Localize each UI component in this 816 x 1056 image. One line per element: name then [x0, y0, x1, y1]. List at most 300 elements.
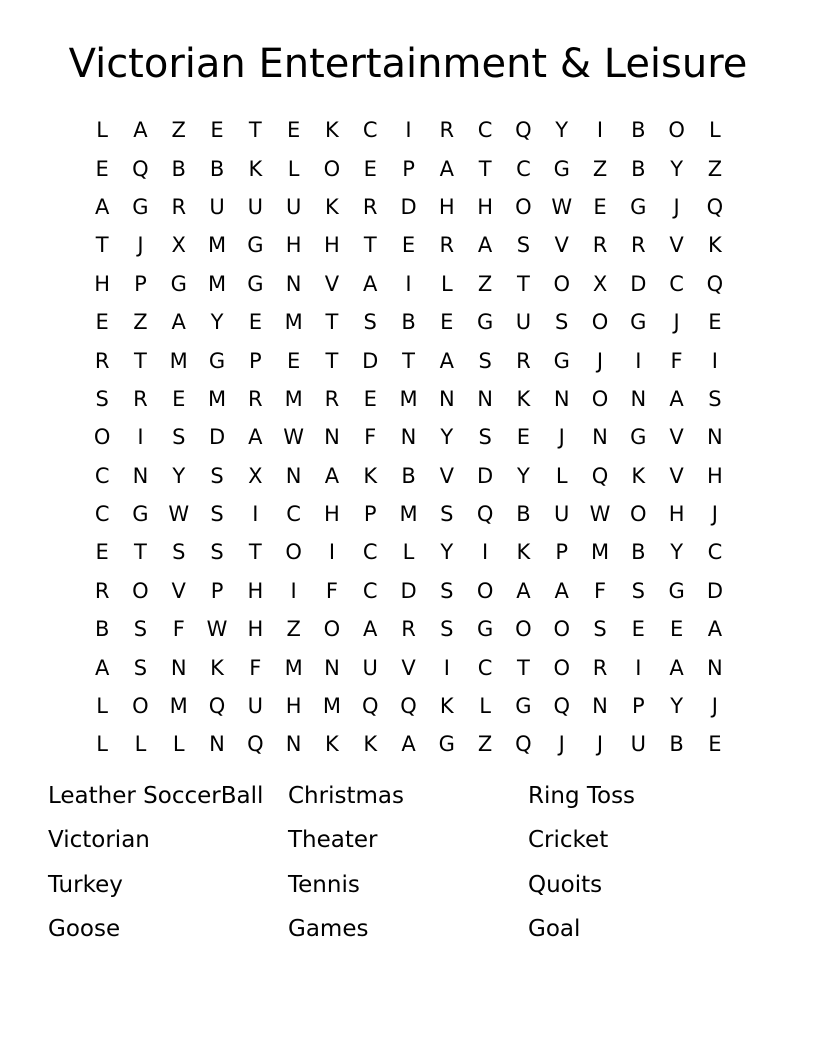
word-list-item: Ring Toss: [528, 783, 636, 809]
word-list-item: Goose: [48, 915, 121, 942]
grid-letter: N: [592, 425, 608, 450]
grid-letter: O: [553, 655, 570, 680]
grid-letter: A: [669, 655, 684, 680]
grid-letter: Z: [286, 617, 301, 642]
grid-letter: M: [399, 502, 418, 527]
grid-letter: Y: [670, 540, 684, 565]
grid-letter: X: [248, 463, 263, 488]
grid-letter: O: [591, 386, 609, 411]
grid-letter: S: [593, 617, 607, 642]
grid-letter: Z: [133, 310, 148, 335]
grid-letter: H: [707, 463, 723, 488]
grid-letter: D: [477, 463, 494, 488]
grid-letter: Y: [670, 156, 684, 181]
grid-letter: O: [323, 156, 341, 181]
grid-letter: U: [630, 732, 646, 757]
grid-letter: M: [207, 271, 227, 296]
grid-letter: C: [94, 502, 110, 527]
grid-letter: S: [133, 617, 148, 642]
grid-letter: N: [324, 425, 340, 450]
grid-letter: K: [363, 463, 378, 488]
grid-letter: Y: [555, 118, 569, 143]
grid-letter: U: [362, 655, 378, 680]
grid-letter: B: [631, 118, 646, 143]
grid-letter: J: [137, 233, 144, 258]
grid-letter: R: [171, 194, 187, 219]
grid-letter: G: [630, 425, 647, 450]
puzzle-title: Victorian Entertainment & Leisure: [68, 41, 748, 87]
grid-letter: S: [440, 578, 454, 603]
grid-letter: Z: [592, 156, 608, 181]
grid-letter: J: [673, 194, 680, 219]
grid-letter: C: [362, 578, 378, 603]
grid-letter: Q: [361, 694, 379, 719]
grid-letter: W: [551, 194, 573, 219]
grid-letter: E: [516, 425, 531, 450]
grid-letter: K: [325, 118, 339, 143]
grid-letter: N: [707, 425, 723, 450]
grid-letter: E: [95, 540, 109, 565]
grid-letter: N: [285, 271, 302, 296]
grid-letter: T: [134, 540, 147, 565]
grid-letter: P: [210, 578, 224, 603]
grid-letter: L: [555, 463, 568, 488]
grid-letter: T: [95, 233, 109, 258]
grid-letter: V: [171, 578, 186, 603]
grid-letter: X: [171, 233, 186, 258]
grid-letter: I: [635, 348, 642, 373]
grid-letter: S: [210, 540, 224, 565]
grid-letter: M: [399, 386, 418, 411]
grid-letter: E: [669, 617, 684, 642]
grid-letter: S: [210, 463, 224, 488]
grid-letter: X: [592, 271, 608, 296]
grid-letter: G: [438, 732, 455, 757]
grid-letter: V: [324, 271, 340, 296]
grid-letter: K: [516, 540, 531, 565]
grid-letter: Z: [171, 118, 186, 143]
grid-letter: Q: [591, 463, 609, 488]
grid-letter: O: [515, 194, 532, 219]
grid-letter: M: [284, 310, 303, 335]
grid-letter: E: [593, 194, 607, 219]
grid-letter: A: [324, 463, 340, 488]
word-list-item: Goal: [528, 915, 581, 942]
grid-letter: E: [95, 310, 109, 335]
word-list-item: Games: [288, 915, 369, 942]
grid-letter: H: [94, 271, 111, 296]
grid-letter: E: [440, 310, 454, 335]
grid-letter: O: [668, 118, 685, 143]
grid-letter: K: [631, 463, 646, 488]
grid-letter: L: [402, 540, 415, 565]
grid-letter: D: [208, 425, 226, 450]
grid-letter: J: [558, 732, 565, 757]
grid-letter: S: [631, 578, 645, 603]
word-list-item: Quoits: [528, 871, 603, 898]
grid-letter: Q: [515, 732, 532, 757]
grid-letter: C: [362, 118, 378, 143]
grid-letter: I: [328, 540, 336, 565]
grid-letter: I: [290, 578, 297, 603]
grid-letter: E: [210, 118, 224, 143]
grid-letter: H: [324, 502, 340, 527]
grid-letter: K: [363, 732, 378, 757]
grid-letter: R: [133, 386, 148, 411]
grid-letter: M: [322, 694, 341, 719]
grid-letter: L: [479, 694, 491, 719]
grid-letter: N: [285, 732, 302, 757]
grid-letter: I: [405, 118, 412, 143]
grid-letter: A: [363, 617, 378, 642]
grid-letter: S: [363, 310, 377, 335]
grid-letter: N: [553, 386, 570, 411]
grid-letter: T: [134, 348, 147, 373]
grid-letter: Y: [440, 425, 454, 450]
grid-letter: I: [252, 502, 259, 527]
grid-letter: N: [630, 386, 647, 411]
grid-letter: T: [248, 540, 262, 565]
grid-letter: K: [708, 233, 722, 258]
grid-letter: M: [169, 694, 188, 719]
grid-letter: R: [94, 348, 110, 373]
grid-letter: U: [285, 194, 302, 219]
grid-letter: P: [134, 271, 147, 296]
grid-letter: H: [668, 502, 685, 527]
grid-letter: C: [477, 655, 493, 680]
grid-letter: T: [248, 118, 262, 143]
grid-letter: L: [96, 694, 108, 719]
grid-letter: I: [443, 655, 450, 680]
grid-letter: Y: [440, 540, 454, 565]
grid-letter: E: [708, 310, 722, 335]
grid-letter: N: [592, 694, 608, 719]
grid-letter: A: [401, 732, 416, 757]
grid-row: [83, 457, 734, 495]
grid-letter: H: [247, 617, 264, 642]
grid-letter: E: [401, 233, 416, 258]
grid-letter: Q: [400, 694, 417, 719]
grid-letter: A: [707, 617, 723, 642]
grid-letter: F: [670, 348, 683, 373]
word-list-item: Leather SoccerBall: [48, 783, 264, 809]
grid-letter: A: [248, 425, 263, 450]
grid-letter: D: [400, 194, 417, 219]
grid-row: [83, 188, 734, 226]
grid-letter: A: [363, 271, 378, 296]
grid-letter: H: [324, 233, 340, 258]
grid-letter: A: [477, 233, 493, 258]
grid-letter: O: [591, 310, 609, 335]
grid-letter: N: [209, 732, 225, 757]
grid-letter: A: [669, 386, 684, 411]
grid-letter: R: [362, 194, 378, 219]
grid-letter: E: [286, 118, 301, 143]
grid-letter: Y: [670, 694, 684, 719]
grid-letter: B: [171, 156, 186, 181]
grid-letter: I: [405, 271, 412, 296]
grid-letter: V: [669, 463, 684, 488]
grid-letter: S: [555, 310, 569, 335]
grid-letter: P: [402, 156, 415, 181]
grid-letter: K: [516, 386, 531, 411]
grid-letter: Q: [476, 502, 494, 527]
grid-letter: E: [172, 386, 186, 411]
grid-letter: Z: [477, 271, 493, 296]
grid-letter: G: [630, 194, 647, 219]
grid-row: [83, 572, 734, 610]
grid-letter: N: [400, 425, 417, 450]
word-list: [48, 776, 768, 953]
grid-row: [83, 303, 734, 341]
grid-letter: E: [248, 310, 262, 335]
grid-letter: D: [400, 578, 417, 603]
grid-letter: R: [631, 233, 646, 258]
grid-letter: E: [708, 732, 722, 757]
grid-letter: K: [325, 732, 339, 757]
grid-letter: I: [137, 425, 144, 450]
word-list-item: Victorian: [48, 827, 150, 854]
grid-letter: B: [631, 156, 646, 181]
grid-letter: T: [402, 348, 415, 373]
grid-letter: N: [707, 655, 723, 680]
grid-row: [83, 725, 734, 763]
grid-letter: G: [668, 578, 685, 603]
grid-letter: U: [247, 694, 264, 719]
grid-letter: Q: [515, 118, 532, 143]
word-list-item: Tennis: [288, 871, 360, 898]
grid-letter: V: [401, 655, 416, 680]
grid-letter: N: [170, 655, 187, 680]
grid-letter: O: [476, 578, 494, 603]
grid-letter: S: [172, 425, 186, 450]
grid-letter: K: [325, 194, 339, 219]
grid-letter: L: [96, 732, 108, 757]
grid-letter: R: [94, 578, 110, 603]
grid-letter: J: [711, 694, 718, 719]
grid-letter: G: [132, 502, 149, 527]
grid-row: [83, 687, 734, 725]
grid-letter: I: [635, 655, 642, 680]
grid-letter: T: [478, 156, 492, 181]
grid-letter: J: [558, 425, 565, 450]
grid-letter: R: [401, 617, 416, 642]
grid-letter: O: [553, 617, 570, 642]
word-list-item: Cricket: [528, 827, 609, 854]
grid-letter: G: [170, 271, 187, 296]
grid-letter: W: [589, 502, 611, 527]
grid-letter: T: [363, 233, 377, 258]
grid-letter: J: [596, 732, 604, 757]
grid-row: [83, 226, 734, 264]
grid-letter: B: [401, 463, 416, 488]
grid-letter: I: [711, 348, 718, 373]
grid-letter: E: [286, 348, 301, 373]
grid-letter: N: [132, 463, 149, 488]
grid-letter: O: [515, 617, 532, 642]
grid-letter: G: [132, 194, 149, 219]
grid-letter: S: [172, 540, 186, 565]
grid-letter: F: [593, 578, 607, 603]
grid-letter: Q: [208, 694, 226, 719]
grid-letter: C: [516, 156, 531, 181]
grid-letter: K: [210, 655, 224, 680]
grid-letter: A: [94, 194, 110, 219]
grid-letter: L: [134, 732, 147, 757]
grid-letter: R: [324, 386, 340, 411]
grid-letter: B: [401, 310, 416, 335]
grid-letter: N: [285, 463, 302, 488]
grid-letter: G: [247, 233, 264, 258]
grid-letter: M: [169, 348, 188, 373]
grid-letter: N: [324, 655, 340, 680]
grid-letter: V: [554, 233, 569, 258]
grid-letter: M: [284, 386, 303, 411]
grid-letter: R: [439, 118, 455, 143]
grid-letter: B: [516, 502, 531, 527]
grid-letter: C: [707, 540, 723, 565]
grid-letter: G: [247, 271, 264, 296]
grid-letter: S: [210, 502, 224, 527]
grid-letter: Q: [706, 194, 724, 219]
grid-letter: I: [596, 118, 604, 143]
grid-letter: B: [631, 540, 646, 565]
grid-letter: F: [364, 425, 377, 450]
grid-letter: O: [323, 617, 341, 642]
grid-letter: P: [249, 348, 262, 373]
word-list-item: Christmas: [288, 783, 404, 809]
grid-letter: Q: [553, 694, 570, 719]
grid-letter: C: [94, 463, 110, 488]
grid-letter: A: [171, 310, 186, 335]
grid-letter: S: [133, 655, 148, 680]
grid-letter: G: [515, 694, 532, 719]
grid-letter: M: [284, 655, 303, 680]
grid-letter: Y: [172, 463, 186, 488]
grid-letter: A: [133, 118, 148, 143]
grid-letter: P: [363, 502, 377, 527]
grid-letter: V: [669, 425, 684, 450]
grid-letter: S: [440, 502, 454, 527]
grid-letter: J: [711, 502, 718, 527]
grid-letter: T: [517, 271, 530, 296]
grid-letter: C: [286, 502, 301, 527]
grid-letter: A: [439, 156, 454, 181]
grid-letter: T: [325, 348, 339, 373]
grid-letter: S: [478, 348, 492, 373]
grid-letter: S: [516, 233, 531, 258]
grid-letter: O: [285, 540, 302, 565]
grid-letter: O: [132, 694, 149, 719]
grid-letter: Q: [132, 156, 149, 181]
grid-letter: S: [95, 386, 109, 411]
letter-grid: [83, 111, 734, 764]
grid-letter: W: [168, 502, 190, 527]
word-list-item: Theater: [288, 827, 378, 854]
grid-letter: Z: [477, 732, 493, 757]
grid-letter: H: [438, 194, 455, 219]
grid-letter: L: [440, 271, 453, 296]
grid-letter: G: [476, 310, 494, 335]
grid-letter: I: [482, 540, 489, 565]
grid-row: [83, 149, 734, 187]
grid-letter: K: [248, 156, 263, 181]
grid-letter: R: [439, 233, 455, 258]
word-list-item: Turkey: [48, 871, 123, 898]
grid-letter: Y: [210, 310, 224, 335]
grid-letter: A: [554, 578, 569, 603]
grid-letter: V: [439, 463, 454, 488]
grid-letter: U: [209, 194, 225, 219]
grid-letter: R: [592, 655, 608, 680]
grid-letter: U: [554, 502, 570, 527]
grid-letter: W: [283, 425, 305, 450]
grid-letter: Y: [517, 463, 530, 488]
grid-letter: R: [516, 348, 531, 373]
grid-letter: R: [592, 233, 608, 258]
grid-letter: S: [478, 425, 492, 450]
grid-letter: L: [709, 118, 721, 143]
grid-letter: D: [706, 578, 723, 603]
grid-letter: Q: [247, 732, 264, 757]
grid-letter: S: [708, 386, 722, 411]
grid-letter: E: [631, 617, 645, 642]
grid-letter: N: [438, 386, 455, 411]
grid-letter: C: [669, 271, 684, 296]
grid-letter: L: [287, 156, 300, 181]
grid-letter: T: [517, 655, 530, 680]
grid-letter: G: [208, 348, 226, 373]
grid-letter: E: [363, 156, 377, 181]
grid-letter: C: [477, 118, 493, 143]
grid-letter: A: [94, 655, 110, 680]
grid-letter: Z: [707, 156, 723, 181]
grid-letter: A: [516, 578, 531, 603]
grid-letter: M: [207, 386, 227, 411]
grid-row: [83, 341, 734, 379]
grid-letter: K: [439, 694, 454, 719]
grid-letter: T: [325, 310, 339, 335]
grid-row: [83, 610, 734, 648]
grid-letter: Q: [706, 271, 724, 296]
grid-letter: O: [553, 271, 570, 296]
grid-letter: L: [172, 732, 185, 757]
grid-letter: U: [247, 194, 264, 219]
grid-letter: H: [477, 194, 494, 219]
grid-letter: F: [325, 578, 338, 603]
grid-letter: H: [247, 578, 264, 603]
grid-letter: M: [207, 233, 227, 258]
grid-letter: S: [440, 617, 454, 642]
grid-letter: D: [362, 348, 379, 373]
grid-letter: J: [673, 310, 680, 335]
grid-letter: O: [630, 502, 647, 527]
grid-letter: E: [363, 386, 377, 411]
grid-letter: J: [596, 348, 604, 373]
grid-letter: H: [285, 694, 302, 719]
grid-letter: R: [248, 386, 263, 411]
grid-row: [83, 265, 734, 303]
grid-letter: O: [93, 425, 111, 450]
grid-letter: G: [553, 348, 570, 373]
grid-row: [83, 111, 734, 149]
grid-letter: F: [172, 617, 185, 642]
grid-row: [83, 648, 734, 686]
grid-letter: L: [96, 118, 108, 143]
grid-row: [83, 418, 734, 456]
grid-letter: D: [630, 271, 647, 296]
grid-letter: F: [249, 655, 262, 680]
